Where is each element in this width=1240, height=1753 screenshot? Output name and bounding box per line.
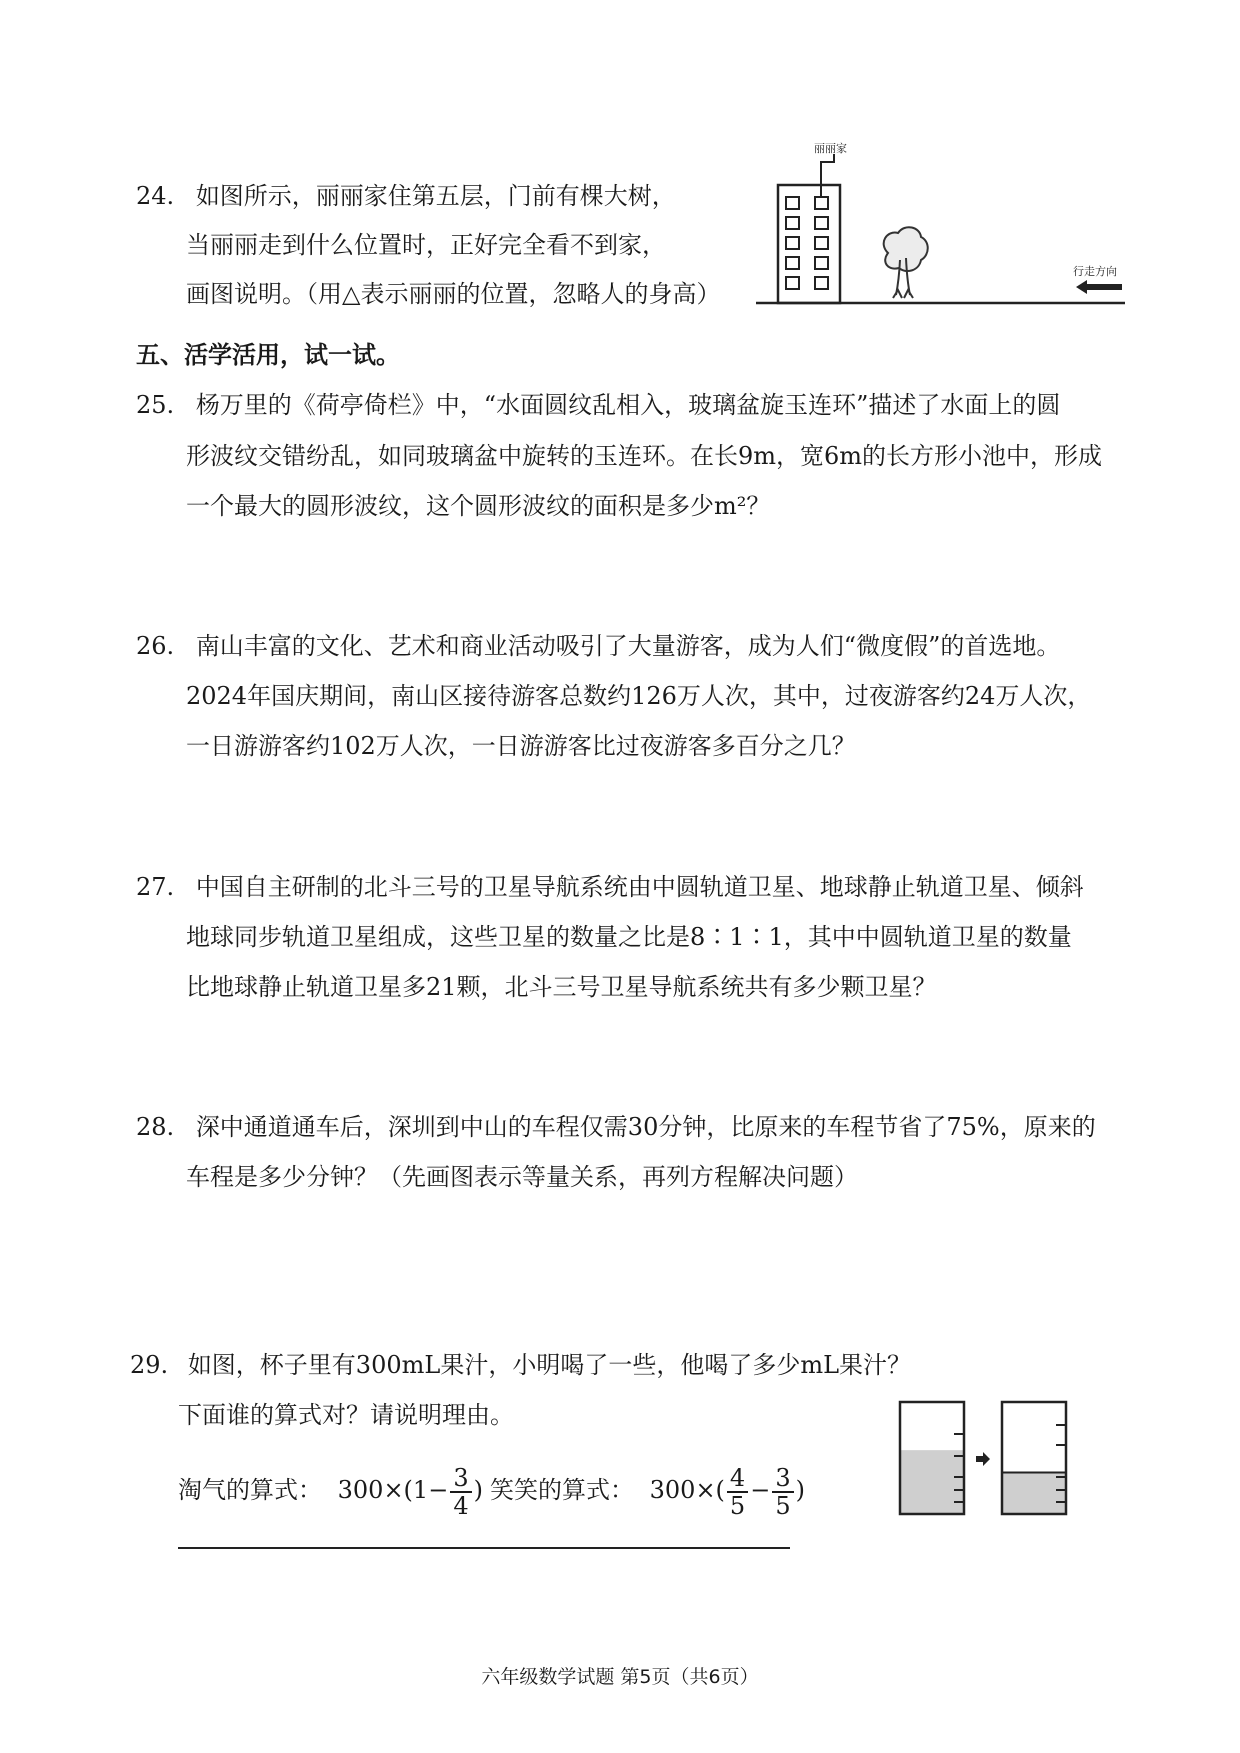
direction-label: 行走方向: [1073, 265, 1117, 278]
question-number: 25.: [136, 391, 175, 419]
taoqi-formula: 淘气的算式： 300×(1− $\frac{3}{4}$ ): [178, 1463, 483, 1520]
juice-after: [1002, 1473, 1066, 1514]
arrow-right-icon: [976, 1452, 990, 1466]
page-footer: 六年级数学试题 第5页（共6页）: [481, 1666, 759, 1688]
building: [778, 185, 840, 303]
juice-cups-figure: [890, 1390, 1080, 1520]
question-text-line: 如图，杯子里有300mL果汁，小明喝了一些，他喝了多少mL果汁？: [187, 1351, 912, 1379]
question-text-line: 2024年国庆期间，南山区接待游客总数约126万人次，其中，过夜游客约24万人次，: [186, 682, 1092, 710]
question-number: 24.: [136, 182, 175, 210]
juice-before: [900, 1450, 964, 1514]
formula-expr: 300×(1−: [337, 1476, 449, 1504]
question-text-line: 南山丰富的文化、艺术和商业活动吸引了大量游客，成为人们“微度假”的首选地。: [195, 632, 1061, 660]
answer-line: [178, 1547, 790, 1549]
question-text-line: 当丽丽走到什么位置时，正好完全看不到家，: [186, 231, 666, 259]
question-text-line: 比地球静止轨道卫星多21颗，北斗三号卫星导航系统共有多少颗卫星？: [186, 973, 937, 1001]
building-tree-figure: [750, 140, 1130, 310]
formula-label: 淘气的算式：: [178, 1476, 322, 1504]
question-text-line: 形波纹交错纷乱，如同玻璃盆中旋转的玉连环。在长9m，宽6m的长方形小池中，形成: [186, 442, 1103, 470]
xiaoxiao-formula: 笑笑的算式： 300×( $\frac{4}{5}$ − $\frac{3}{5}$ ): [490, 1463, 805, 1520]
question-number: 27.: [136, 873, 175, 901]
formula-label: 笑笑的算式：: [490, 1476, 634, 1504]
question-text-line: 杨万里的《荷亭倚栏》中，“水面圆纹乱相入，玻璃盆旋玉连环”描述了水面上的圆: [195, 391, 1061, 419]
question-text-line: 中国自主研制的北斗三号的卫星导航系统由中圆轨道卫星、地球静止轨道卫星、倾斜: [195, 873, 1084, 901]
question-number: 26.: [136, 632, 175, 660]
home-label: 丽丽家: [814, 142, 847, 155]
question-text-line: 一日游游客约102万人次，一日游游客比过夜游客多百分之几？: [186, 732, 856, 760]
fraction: $\frac{3}{4}$: [450, 1465, 471, 1519]
formula-expr: 300×(: [649, 1476, 725, 1504]
question-text-line: 车程是多少分钟？（先画图表示等量关系，再列方程解决问题）: [186, 1163, 858, 1191]
question-text-line: 如图所示，丽丽家住第五层，门前有棵大树，: [195, 182, 676, 210]
section-title: 五、活学活用，试一试。: [136, 341, 400, 369]
fraction: $\frac{3}{5}$: [772, 1465, 793, 1519]
arrow-left-icon: [1076, 280, 1122, 294]
tree: [884, 227, 928, 298]
question-number: 28.: [136, 1113, 175, 1141]
fraction: $\frac{4}{5}$: [727, 1465, 748, 1519]
question-text-line: 深中通道通车后，深圳到中山的车程仅需30分钟，比原来的车程节省了75%，原来的: [195, 1113, 1096, 1141]
question-number: 29.: [130, 1351, 169, 1379]
question-text-line: 一个最大的圆形波纹，这个圆形波纹的面积是多少m²？: [186, 492, 771, 520]
question-text-line: 画图说明。（用△表示丽丽的位置，忽略人的身高）: [186, 280, 721, 308]
question-text-line: 地球同步轨道卫星组成，这些卫星的数量之比是8∶1∶1，其中中圆轨道卫星的数量: [186, 923, 1072, 951]
question-text-line: 下面谁的算式对？请说明理由。: [178, 1401, 514, 1429]
